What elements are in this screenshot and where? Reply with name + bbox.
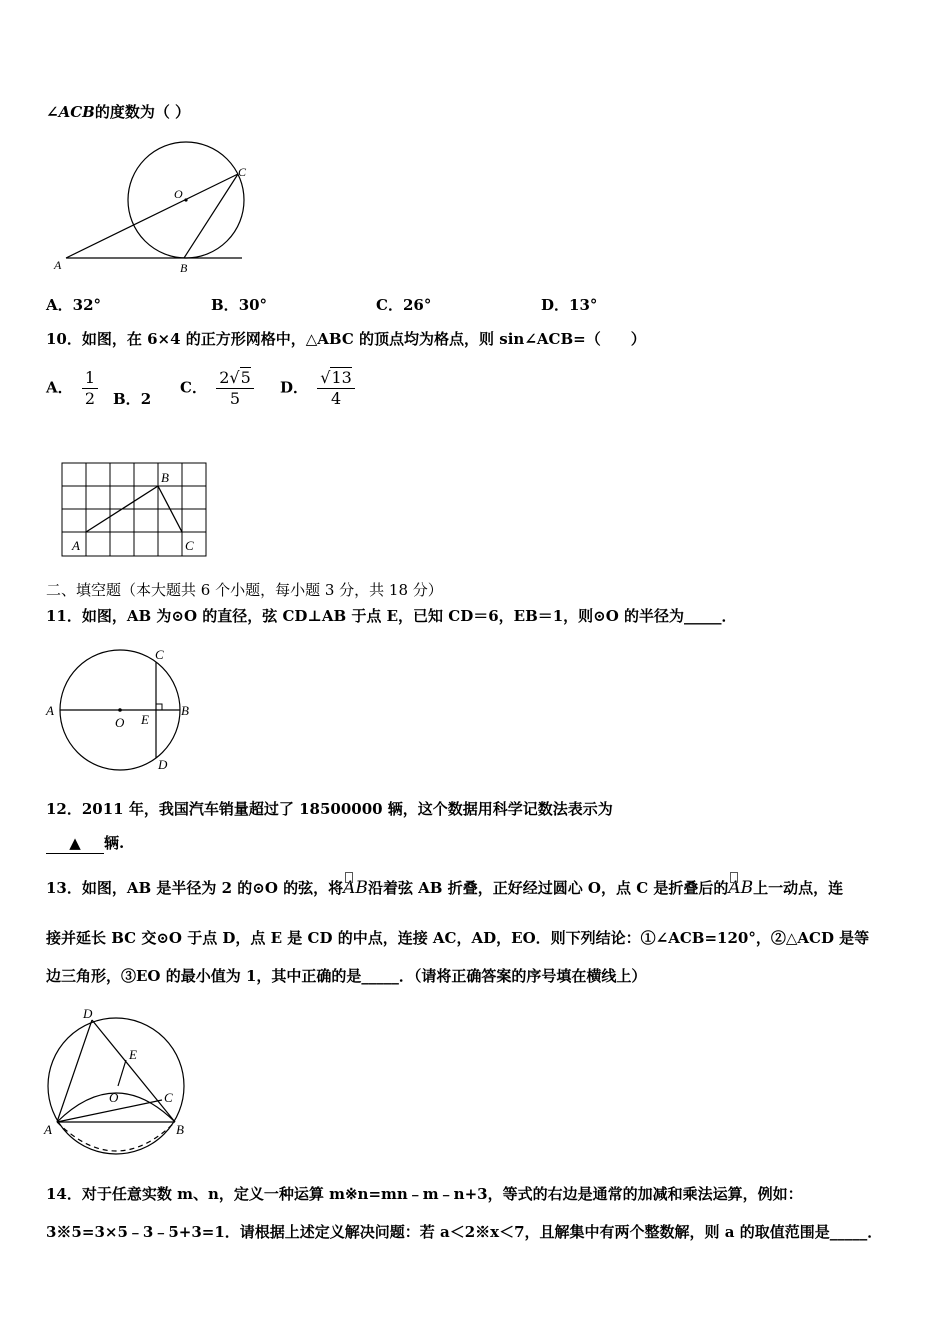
q13-label-e: E <box>129 1047 137 1062</box>
q13-label-b: B <box>176 1122 184 1137</box>
q13-label-o: O <box>109 1090 119 1105</box>
q9-option-b[interactable] <box>211 295 267 315</box>
q9-stem <box>46 102 190 122</box>
q9-label-b: B <box>180 261 188 275</box>
q9-option-c-value: 26° <box>402 296 432 314</box>
section-2-heading: 二、填空题（本大题共 6 个小题，每小题 3 分，共 18 分） <box>46 581 443 599</box>
q10-grid-figure <box>58 460 218 560</box>
q12-answer-blank[interactable] <box>46 833 104 854</box>
q10-label-c: C <box>185 538 194 553</box>
q11-label-a: A <box>46 703 54 718</box>
q11-label-b: B <box>181 703 189 718</box>
q10-option-c-letter: C． <box>180 378 207 397</box>
q9-option-d-letter: D． <box>541 296 570 314</box>
q13-arc-symbol-2 <box>730 872 738 883</box>
q10-option-d-radicand: 13 <box>331 368 352 387</box>
q10-option-a-den: 2 <box>84 389 96 408</box>
q9-option-d[interactable] <box>541 295 597 315</box>
q10-option-c[interactable] <box>180 368 258 409</box>
q13-line-bd <box>92 1020 175 1122</box>
q9-option-a-value: 32° <box>72 296 102 314</box>
q9-option-c-letter: C． <box>376 296 403 314</box>
q9-secant-ac <box>66 174 238 258</box>
q13-label-d: D <box>83 1006 93 1021</box>
q10-option-c-radicand: 5 <box>240 368 251 387</box>
q13-label-c: C <box>164 1090 173 1105</box>
q14-line-1: 14．对于任意实数 m、n，定义一种运算 m※n=mn﹣m﹣n+3，等式的右边是通常的加减和乘法运算，例如： <box>46 1185 803 1203</box>
q13-line-3: 边三角形，③EO 的最小值为 1，其中正确的是_____．（请将正确答案的序号填在横线上） <box>46 967 647 985</box>
q13-label-a: A <box>44 1122 52 1137</box>
q10-option-a-num: 1 <box>82 368 98 389</box>
q10-option-d-num: √13 <box>317 368 355 389</box>
q9-label-a: A <box>54 258 62 272</box>
q9-option-b-value: 30° <box>238 296 268 314</box>
q11-stem: 11．如图，AB 为⊙O 的直径，弦 CD⊥AB 于点 E，已知 CD＝6，EB＝1，则⊙O 的半径为_____． <box>46 607 737 625</box>
q10-option-d-den: 4 <box>330 389 342 408</box>
q10-option-d-letter: D． <box>280 378 309 397</box>
q10-label-b: B <box>161 470 169 485</box>
q10-option-b-value: 2 <box>140 390 152 408</box>
q9-stem-angle: ∠ACB <box>46 103 95 121</box>
q12-unit: 辆. <box>104 834 125 852</box>
q10-stem: 10．如图，在 6×4 的正方形网格中，△ABC 的顶点均为格点，则 sin∠ACB=（ ） <box>46 330 646 348</box>
q13-line-2: 接并延长 BC 交⊙O 于点 D，点 E 是 CD 的中点，连接 AC，AD，EO．则下列结论：①∠ACB=120°，②△ACD 是等 <box>46 929 870 947</box>
q11-figure <box>42 644 198 776</box>
q9-option-c[interactable] <box>376 295 431 315</box>
q13-arc-ab-1: AB <box>343 878 368 898</box>
q12-answer-mark: ▲ <box>69 834 81 852</box>
q10-option-a[interactable] <box>46 368 102 409</box>
q10-label-a: A <box>72 538 80 553</box>
q13-part-2: 沿着弦 AB 折叠，正好经过圆心 O，点 C 是折叠后的 <box>367 879 729 897</box>
q11-right-angle-mark <box>156 704 162 710</box>
q13-arc-symbol-1 <box>345 872 353 883</box>
q11-label-c: C <box>155 647 164 662</box>
q13-line-eo <box>118 1060 126 1086</box>
q13-part-3: 上一动点，连 <box>753 879 844 897</box>
q13-circle <box>48 1018 184 1154</box>
q13-figure <box>42 1004 194 1160</box>
q11-label-d: D <box>158 757 168 772</box>
q10-option-c-fraction <box>216 368 254 409</box>
q10-option-b-letter: B． <box>113 390 141 408</box>
q10-option-a-fraction <box>82 368 98 409</box>
q13-line-1 <box>46 878 843 898</box>
q12-answer-line <box>46 833 124 854</box>
q13-arc-ab-2: AB <box>728 878 753 898</box>
q14-line-2: 3※5=3×5﹣3﹣5+3=1．请根据上述定义解决问题：若 a＜2※x＜7，且解集中有两个整数解，则 a 的取值范围是_____． <box>46 1223 883 1241</box>
q9-stem-rest: 的度数为（ ） <box>94 103 191 121</box>
q13-part-1: 13．如图，AB 是半径为 2 的⊙O 的弦，将 <box>46 879 344 897</box>
q11-label-e: E <box>141 712 149 727</box>
q12-stem: 12．2011 年，我国汽车销量超过了 18500000 辆，这个数据用科学记数法表示为 <box>46 800 613 818</box>
q10-option-c-num: 2√5 <box>216 368 254 389</box>
q9-center-dot <box>184 198 187 201</box>
q10-option-c-den: 5 <box>229 389 241 408</box>
q11-center-dot <box>118 708 122 712</box>
q9-option-b-letter: B． <box>211 296 239 314</box>
q13-lower-arc-dashed <box>57 1122 175 1151</box>
q10-option-b[interactable] <box>113 389 151 409</box>
q10-option-c-coef: 2 <box>219 368 230 387</box>
q9-option-a[interactable] <box>46 295 101 315</box>
q9-label-o: O <box>174 187 183 201</box>
q11-label-o: O <box>115 715 125 730</box>
q9-option-d-value: 13° <box>569 296 598 314</box>
q10-option-d[interactable] <box>280 368 359 409</box>
q10-option-d-fraction <box>317 368 355 409</box>
q9-label-c: C <box>238 165 247 179</box>
q9-option-a-letter: A． <box>46 296 73 314</box>
q9-figure <box>50 138 250 278</box>
q10-option-a-letter: A． <box>46 378 73 397</box>
